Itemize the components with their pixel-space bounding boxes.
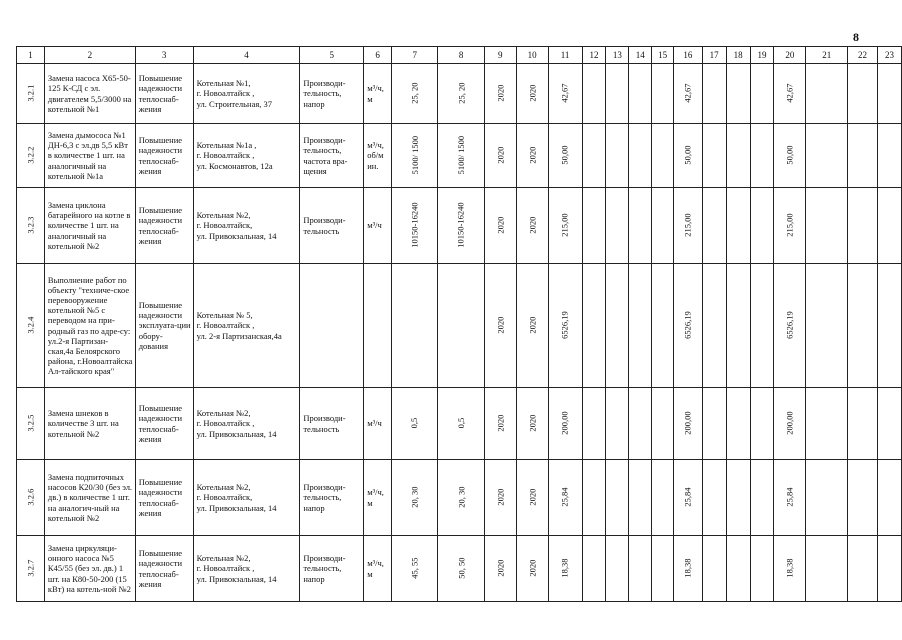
- empty-cell: [606, 188, 629, 264]
- empty-cell: [877, 188, 901, 264]
- location-line: Котельная №2,: [196, 553, 251, 564]
- unit: м³/ч: [364, 388, 392, 460]
- year-end-text: 2020: [527, 217, 538, 234]
- cost-col-16: [674, 388, 703, 460]
- year-start-text: 2020: [495, 85, 506, 102]
- location-line: г. Новоалтайск ,: [196, 563, 255, 574]
- value-before-text: 25, 20: [409, 82, 420, 105]
- cost-total-text: 215,00: [559, 213, 570, 238]
- empty-cell: [726, 124, 750, 188]
- empty-cell: [606, 460, 629, 536]
- empty-cell: [582, 64, 606, 124]
- value-before: [392, 536, 438, 602]
- measure-description: Замена циклона батарейного на котле в количестве 1 шт. на аналогичный на котельной №2: [44, 188, 135, 264]
- parameter: Производи-тельность, напор: [300, 460, 364, 536]
- location-line: г. Новоалтайск ,: [196, 88, 255, 99]
- empty-cell: [750, 188, 774, 264]
- measure-goal: Повышение надежности теплоснаб-жения: [135, 124, 193, 188]
- empty-cell: [848, 64, 878, 124]
- empty-cell: [702, 124, 726, 188]
- table-row: [17, 536, 902, 602]
- empty-cell: [750, 388, 774, 460]
- header-row: [17, 47, 902, 64]
- cost-total: [548, 536, 582, 602]
- cost-col-16-text: 6526,19: [682, 311, 693, 340]
- measure-description: Замена дымососа №1 ДН-6,3 с эл.дв 5,5 кВт в количестве 1 шт. на аналогичный на котельной №1а: [44, 124, 135, 188]
- value-before: [392, 64, 438, 124]
- empty-cell: [582, 188, 606, 264]
- year-end-text: 2020: [527, 147, 538, 164]
- cost-col-20-text: 215,00: [784, 213, 795, 238]
- location: [193, 460, 300, 536]
- empty-cell: [629, 124, 652, 188]
- column-header: 17: [702, 47, 726, 64]
- empty-cell: [582, 536, 606, 602]
- unit: [364, 264, 392, 388]
- year-end: [516, 388, 548, 460]
- measure-goal: Повышение надежности теплоснаб-жения: [135, 188, 193, 264]
- empty-cell: [652, 536, 674, 602]
- measure-description: Замена шнеков в количестве 3 шт. на котельной №2: [44, 388, 135, 460]
- empty-cell: [652, 188, 674, 264]
- row-code: [17, 64, 45, 124]
- location-line: Котельная №2,: [196, 482, 251, 493]
- empty-cell: [606, 64, 629, 124]
- row-code-text: 3.2.2: [25, 147, 36, 164]
- empty-cell: [750, 64, 774, 124]
- measure-goal: Повышение надежности теплоснаб-жения: [135, 388, 193, 460]
- empty-cell: [582, 264, 606, 388]
- year-end: [516, 264, 548, 388]
- cost-col-16-text: 42,67: [682, 83, 693, 104]
- value-after: [438, 388, 484, 460]
- column-header: 22: [848, 47, 878, 64]
- value-after-text: 20, 30: [456, 486, 467, 509]
- year-end: [516, 64, 548, 124]
- cost-col-16: [674, 188, 703, 264]
- empty-cell: [750, 460, 774, 536]
- empty-cell: [652, 460, 674, 536]
- empty-cell: [652, 124, 674, 188]
- empty-cell: [652, 388, 674, 460]
- year-start: [484, 536, 516, 602]
- location-line: ул. Строительная, 37: [196, 98, 273, 109]
- empty-cell: [702, 388, 726, 460]
- location-line: г. Новоалтайск ,: [196, 150, 255, 161]
- cost-col-16: [674, 64, 703, 124]
- value-before-text: 45, 55: [409, 557, 420, 580]
- value-after: [438, 460, 484, 536]
- year-start: [484, 388, 516, 460]
- table-row: [17, 460, 902, 536]
- year-end: [516, 188, 548, 264]
- row-code: [17, 460, 45, 536]
- empty-cell: [702, 460, 726, 536]
- measure-description: Замена циркуляци-онного насоса №5 К45/55 (без эл. дв.) 1 шт. на К80-50-200 (15 кВт) на котель-ной №2: [44, 536, 135, 602]
- cost-total: [548, 388, 582, 460]
- location-line: ул. Привокзальная, 14: [196, 502, 277, 513]
- empty-cell: [848, 264, 878, 388]
- location: [193, 64, 300, 124]
- parameter: Производи-тельность, напор: [300, 64, 364, 124]
- empty-cell: [629, 188, 652, 264]
- year-start: [484, 460, 516, 536]
- location: [193, 124, 300, 188]
- cost-total-text: 42,67: [559, 83, 570, 104]
- column-header: 3: [135, 47, 193, 64]
- cost-total: [548, 188, 582, 264]
- cost-col-20-text: 42,67: [784, 83, 795, 104]
- column-header: 12: [582, 47, 606, 64]
- empty-cell: [606, 536, 629, 602]
- empty-cell: [652, 264, 674, 388]
- empty-cell: [702, 64, 726, 124]
- parameter: Производи-тельность, напор: [300, 536, 364, 602]
- empty-cell: [702, 536, 726, 602]
- value-before: [392, 460, 438, 536]
- value-after-text: 10150-16240: [456, 202, 467, 249]
- value-after-text: 50, 50: [456, 557, 467, 580]
- cost-col-16-text: 18,38: [682, 558, 693, 579]
- empty-cell: [606, 388, 629, 460]
- empty-cell: [750, 124, 774, 188]
- empty-cell: [582, 388, 606, 460]
- measure-description: Замена насоса Х65-50-125 К-СД с эл. двигателем 5,5/3000 на котельной №1: [44, 64, 135, 124]
- year-start: [484, 64, 516, 124]
- column-header: 20: [774, 47, 806, 64]
- empty-cell: [877, 536, 901, 602]
- empty-cell: [726, 388, 750, 460]
- empty-cell: [606, 124, 629, 188]
- column-header: 11: [548, 47, 582, 64]
- measure-goal: Повышение надежности эксплуата-ции обору-дования: [135, 264, 193, 388]
- empty-cell: [652, 64, 674, 124]
- cost-total: [548, 124, 582, 188]
- empty-cell: [726, 536, 750, 602]
- unit: м³/ч: [364, 188, 392, 264]
- empty-cell: [848, 388, 878, 460]
- empty-cell: [806, 124, 848, 188]
- column-header: 7: [392, 47, 438, 64]
- empty-cell: [848, 124, 878, 188]
- empty-cell: [877, 264, 901, 388]
- cost-col-20: [774, 64, 806, 124]
- cost-total-text: 200,00: [559, 411, 570, 436]
- column-header: 4: [193, 47, 300, 64]
- cost-total-text: 6526,19: [559, 311, 570, 340]
- year-start: [484, 264, 516, 388]
- empty-cell: [750, 264, 774, 388]
- investment-table: [16, 46, 902, 602]
- table-row: [17, 188, 902, 264]
- value-after: [438, 264, 484, 388]
- parameter: [300, 264, 364, 388]
- cost-col-20-text: 6526,19: [784, 311, 795, 340]
- empty-cell: [877, 124, 901, 188]
- empty-cell: [806, 188, 848, 264]
- location-line: ул. Привокзальная, 14: [196, 230, 277, 241]
- row-code-text: 3.2.7: [25, 560, 36, 577]
- location: [193, 536, 300, 602]
- empty-cell: [582, 460, 606, 536]
- cost-col-20-text: 18,38: [784, 558, 795, 579]
- table-row: [17, 124, 902, 188]
- cost-col-16: [674, 536, 703, 602]
- column-header: 14: [629, 47, 652, 64]
- column-header: 9: [484, 47, 516, 64]
- value-after: [438, 64, 484, 124]
- year-start-text: 2020: [495, 415, 506, 432]
- value-after-text: 5100/ 1500: [456, 136, 467, 175]
- location-line: ул. Космонавтов, 12а: [196, 160, 273, 171]
- cost-col-20: [774, 460, 806, 536]
- column-header: 5: [300, 47, 364, 64]
- table-row: [17, 64, 902, 124]
- location-line: Котельная №2,: [196, 210, 251, 221]
- value-after: [438, 536, 484, 602]
- year-start-text: 2020: [495, 317, 506, 334]
- column-header: 10: [516, 47, 548, 64]
- empty-cell: [726, 460, 750, 536]
- year-end-text: 2020: [527, 317, 538, 334]
- row-code: [17, 188, 45, 264]
- cost-col-20: [774, 188, 806, 264]
- cost-total-text: 50,00: [559, 145, 570, 166]
- row-code: [17, 124, 45, 188]
- cost-col-16-text: 200,00: [682, 411, 693, 436]
- year-start: [484, 124, 516, 188]
- measure-description: Выполнение работ по объекту "техниче-ское перевооружение котельной №5 с переводом на при-родный газ по адре-су: ул.2-я Партизан-ская,4а Белоярского района, г.Новоалтайска Ал-тайского края": [44, 264, 135, 388]
- empty-cell: [806, 64, 848, 124]
- page-number: 8: [853, 30, 859, 44]
- column-header: 8: [438, 47, 484, 64]
- empty-cell: [877, 64, 901, 124]
- empty-cell: [726, 188, 750, 264]
- year-start-text: 2020: [495, 560, 506, 577]
- unit: м³/ч, м: [364, 460, 392, 536]
- cost-total: [548, 460, 582, 536]
- location-line: Котельная №1,: [196, 78, 251, 89]
- measure-goal: Повышение надежности теплоснаб-жения: [135, 64, 193, 124]
- table-row: [17, 388, 902, 460]
- year-start-text: 2020: [495, 147, 506, 164]
- cost-col-16: [674, 460, 703, 536]
- row-code-text: 3.2.4: [25, 317, 36, 334]
- location-line: г. Новоалтайск ,: [196, 320, 255, 331]
- year-start-text: 2020: [495, 217, 506, 234]
- cost-col-16-text: 50,00: [682, 145, 693, 166]
- cost-col-20: [774, 124, 806, 188]
- empty-cell: [629, 64, 652, 124]
- table-row: [17, 264, 902, 388]
- cost-col-16-text: 25,84: [682, 487, 693, 508]
- value-after: [438, 188, 484, 264]
- row-code-text: 3.2.5: [25, 415, 36, 432]
- location-line: Котельная №1а ,: [196, 140, 257, 151]
- location-line: ул. 2-я Партизанская,4а: [196, 330, 282, 341]
- row-code: [17, 388, 45, 460]
- location-line: г. Новоалтайск,: [196, 220, 253, 231]
- year-end: [516, 536, 548, 602]
- row-code: [17, 536, 45, 602]
- cost-col-20: [774, 388, 806, 460]
- column-header: 23: [877, 47, 901, 64]
- row-code-text: 3.2.1: [25, 85, 36, 102]
- parameter: Производи-тельность: [300, 388, 364, 460]
- cost-total-text: 25,84: [559, 487, 570, 508]
- value-before: [392, 388, 438, 460]
- empty-cell: [877, 460, 901, 536]
- measure-goal: Повышение надежности теплоснаб-жения: [135, 536, 193, 602]
- column-header: 13: [606, 47, 629, 64]
- empty-cell: [702, 264, 726, 388]
- value-after: [438, 124, 484, 188]
- year-end-text: 2020: [527, 560, 538, 577]
- empty-cell: [750, 536, 774, 602]
- location-line: Котельная № 5,: [196, 310, 253, 321]
- unit: м³/ч, м: [364, 536, 392, 602]
- empty-cell: [806, 388, 848, 460]
- empty-cell: [629, 460, 652, 536]
- value-after-text: 25, 20: [456, 82, 467, 105]
- value-before-text: 0,5: [409, 418, 420, 429]
- empty-cell: [629, 264, 652, 388]
- cost-total: [548, 264, 582, 388]
- empty-cell: [848, 460, 878, 536]
- empty-cell: [806, 264, 848, 388]
- location: [193, 264, 300, 388]
- location-line: Котельная №2,: [196, 408, 251, 419]
- empty-cell: [702, 188, 726, 264]
- column-header: 1: [17, 47, 45, 64]
- cost-total-text: 18,38: [559, 558, 570, 579]
- column-header: 2: [44, 47, 135, 64]
- location-line: г. Новоалтайск,: [196, 492, 253, 503]
- measure-goal: Повышение надежности теплоснаб-жения: [135, 460, 193, 536]
- column-header: 21: [806, 47, 848, 64]
- year-start: [484, 188, 516, 264]
- empty-cell: [726, 264, 750, 388]
- value-after-text: 0,5: [456, 418, 467, 429]
- location-line: ул. Привокзальная, 14: [196, 573, 277, 584]
- measure-description: Замена подпиточных насосов К20/30 (без эл. дв.) в количестве 1 шт. на аналогич-ный на котельной №2: [44, 460, 135, 536]
- value-before: [392, 188, 438, 264]
- year-end-text: 2020: [527, 415, 538, 432]
- cost-col-20-text: 50,00: [784, 145, 795, 166]
- value-before-text: 10150-16240: [409, 202, 420, 249]
- year-end-text: 2020: [527, 85, 538, 102]
- value-before: [392, 264, 438, 388]
- column-header: 16: [674, 47, 703, 64]
- year-end: [516, 460, 548, 536]
- empty-cell: [629, 388, 652, 460]
- location-line: ул. Привокзальная, 14: [196, 428, 277, 439]
- location-line: г. Новоалтайск ,: [196, 418, 255, 429]
- empty-cell: [806, 536, 848, 602]
- value-before: [392, 124, 438, 188]
- year-start-text: 2020: [495, 489, 506, 506]
- row-code-text: 3.2.3: [25, 217, 36, 234]
- cost-col-20: [774, 536, 806, 602]
- cost-col-20-text: 200,00: [784, 411, 795, 436]
- location: [193, 388, 300, 460]
- row-code: [17, 264, 45, 388]
- empty-cell: [726, 64, 750, 124]
- location: [193, 188, 300, 264]
- column-header: 6: [364, 47, 392, 64]
- cost-col-16: [674, 264, 703, 388]
- cost-col-16-text: 215,00: [682, 213, 693, 238]
- cost-col-16: [674, 124, 703, 188]
- unit: м³/ч, об/м ин.: [364, 124, 392, 188]
- cost-col-20: [774, 264, 806, 388]
- row-code-text: 3.2.6: [25, 489, 36, 506]
- empty-cell: [848, 536, 878, 602]
- cost-total: [548, 64, 582, 124]
- empty-cell: [629, 536, 652, 602]
- empty-cell: [606, 264, 629, 388]
- value-before-text: 20, 30: [409, 486, 420, 509]
- year-end-text: 2020: [527, 489, 538, 506]
- column-header: 19: [750, 47, 774, 64]
- parameter: Производи-тельность: [300, 188, 364, 264]
- column-header: 15: [652, 47, 674, 64]
- empty-cell: [877, 388, 901, 460]
- empty-cell: [582, 124, 606, 188]
- unit: м³/ч, м: [364, 64, 392, 124]
- parameter: Производи-тельность, частота вра-щения: [300, 124, 364, 188]
- cost-col-20-text: 25,84: [784, 487, 795, 508]
- value-before-text: 5100/ 1500: [409, 136, 420, 175]
- empty-cell: [848, 188, 878, 264]
- column-header: 18: [726, 47, 750, 64]
- year-end: [516, 124, 548, 188]
- empty-cell: [806, 460, 848, 536]
